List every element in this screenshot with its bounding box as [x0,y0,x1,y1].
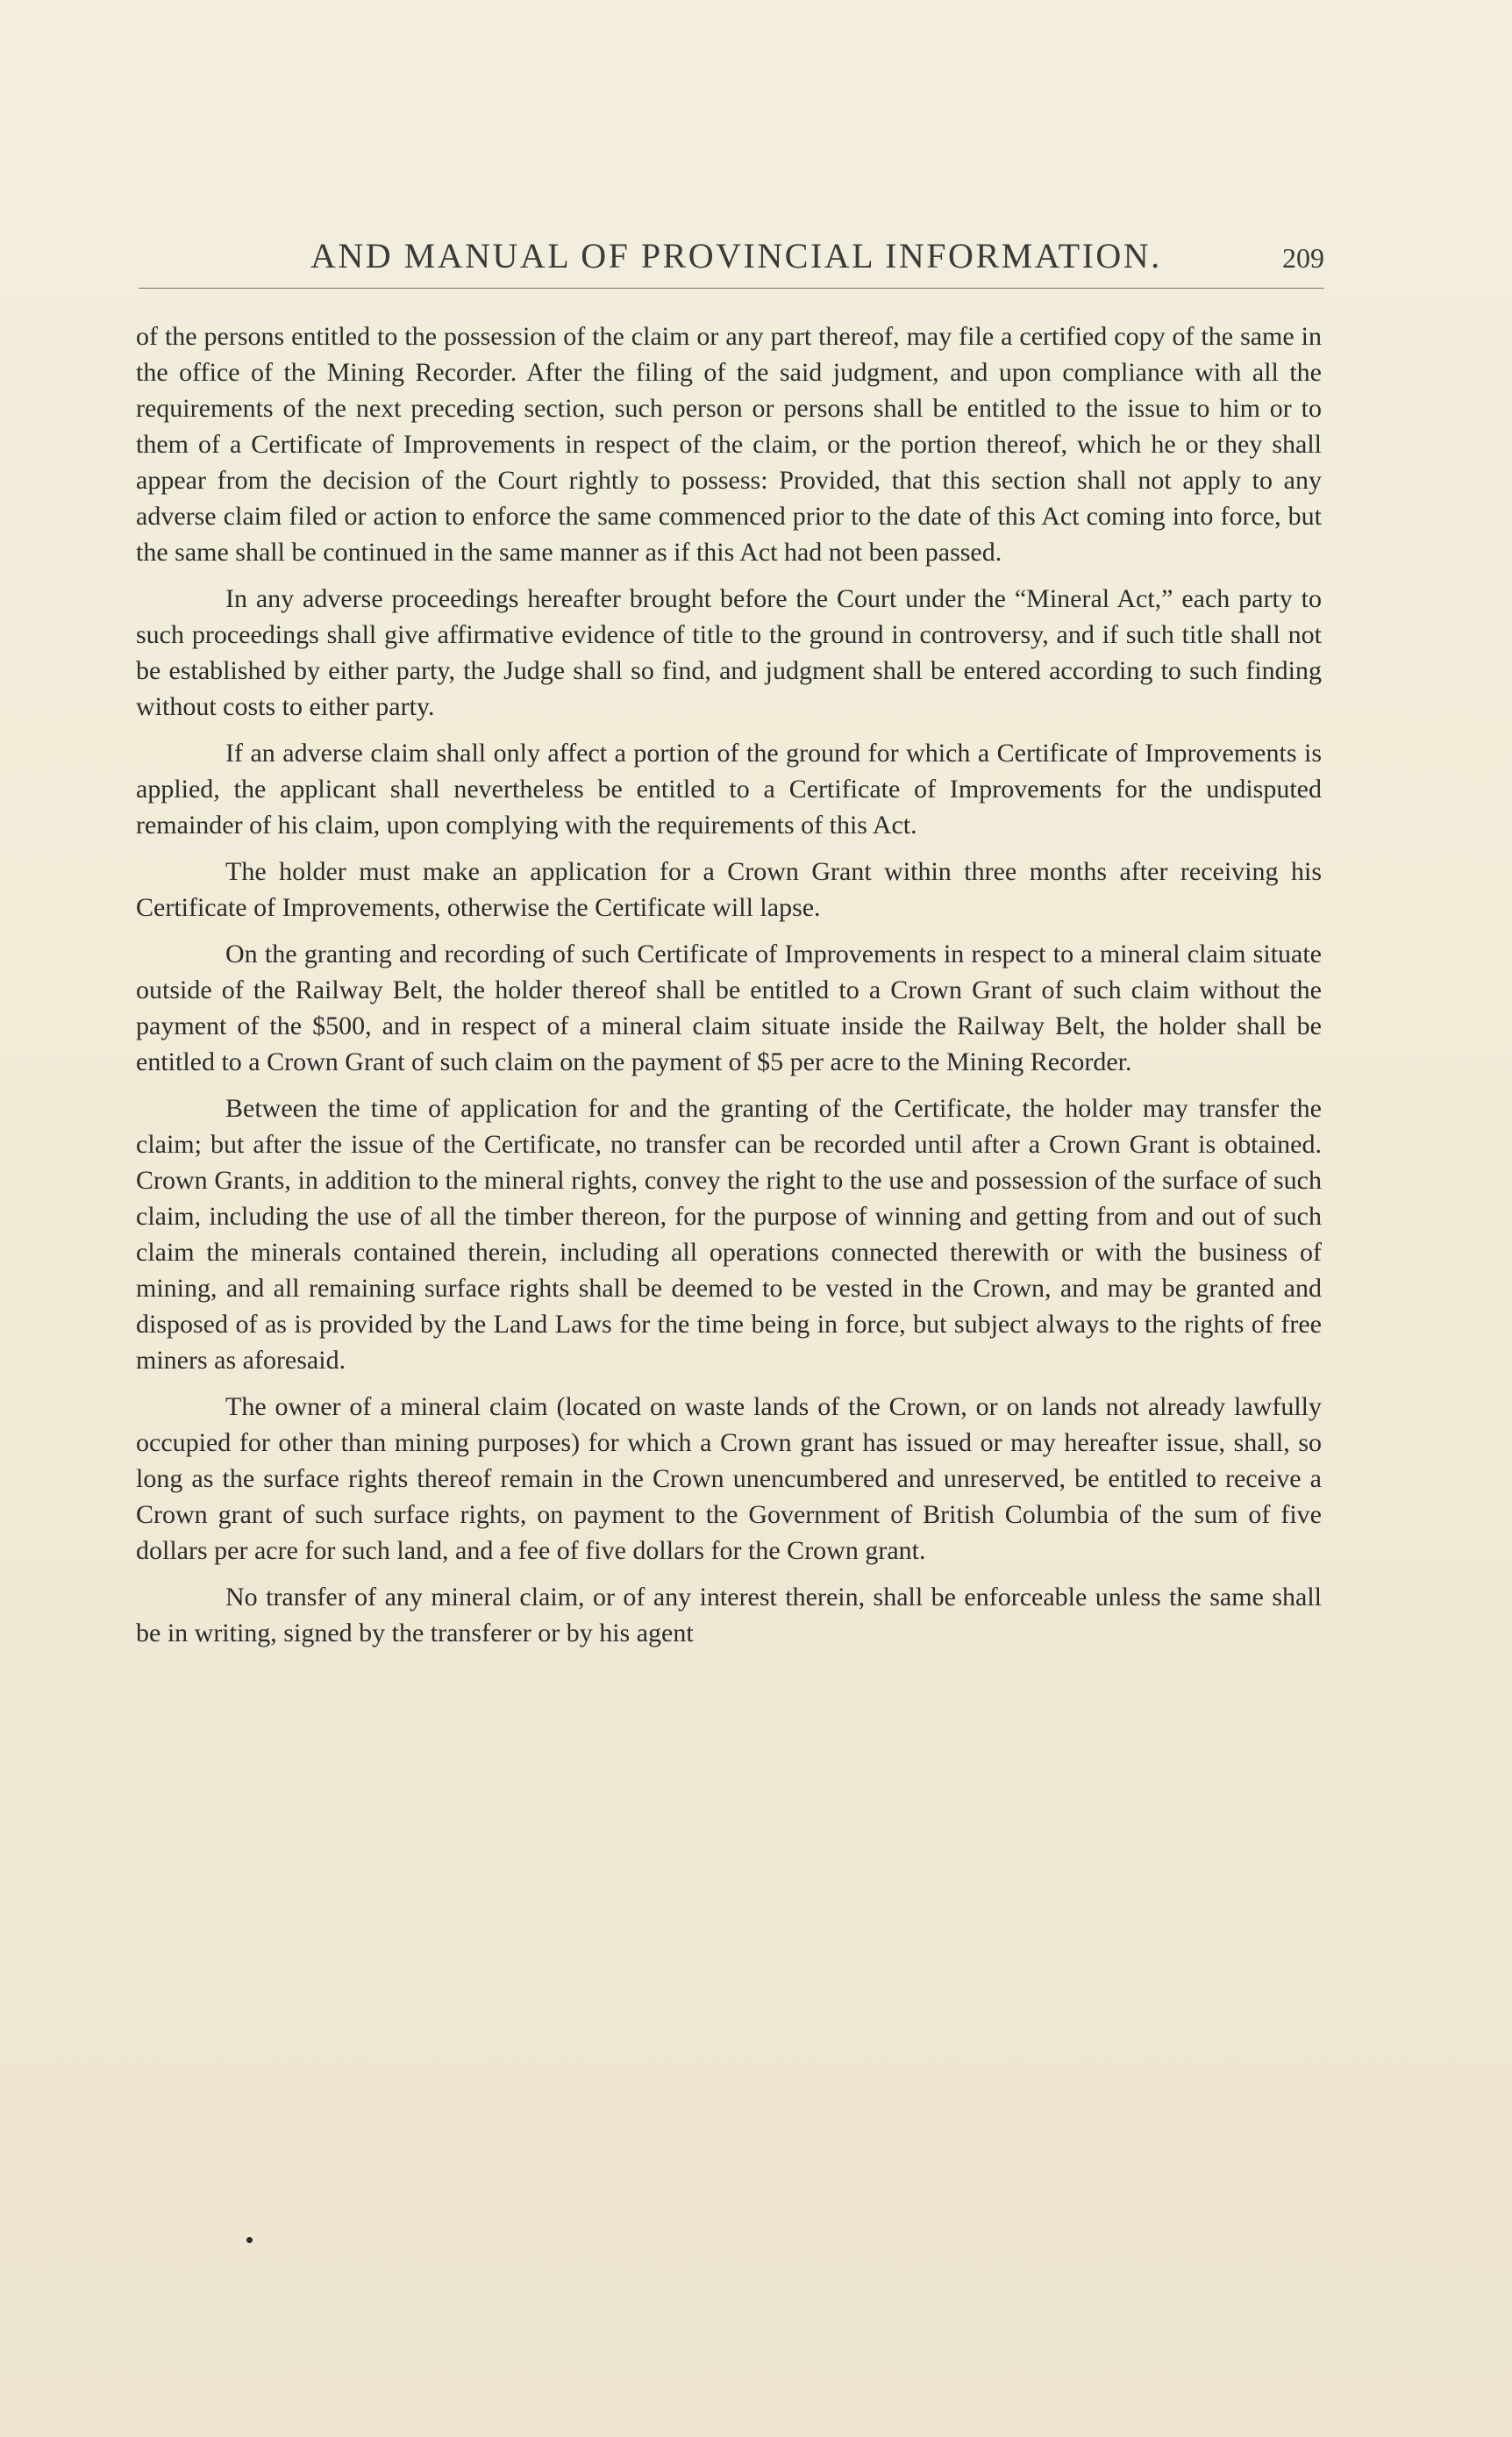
paragraph: If an adverse claim shall only affect a portion of the ground for which a Certificate of Improvements is applied, the applicant shall nevertheless be entitled to a Certificate of Improvements for the undisputed remainder of his claim, upon complying with the requirements of this Act. [136,739,1322,840]
ink-speck [246,2237,253,2243]
paragraph: The holder must make an application for a Crown Grant within three months after receiving his Certificate of Improvements, otherwise the Certificate will lapse. [136,857,1322,922]
paragraph: On the granting and recording of such Certificate of Improvements in respect to a mineral claim situate outside of the Railway Belt, the holder thereof shall be entitled to a Crown Grant of such claim without the payment of the $500, and in respect of a mineral claim situate inside the Railway Belt, the holder shall be entitled to a Crown Grant of such claim on the payment of $5 per acre to the Mining Recorder. [136,940,1322,1076]
paragraph: Between the time of application for and the granting of the Certificate, the holder may transfer the claim; but after the issue of the Certificate, no transfer can be recorded until after a Crown Grant is obtained. Crown Grants, in addition to the mineral rights, convey the right to the use and possession of the surface of such claim, including the use of all the timber thereon, for the purpose of winning and getting from and out of such claim the minerals contained therein, including all operations connected therewith or with the business of mining, and all remaining surface rights shall be deemed to be vested in the Crown, and may be granted and disposed of as is provided by the Land Laws for the time being in force, but subject always to the rights of free miners as aforesaid. [136,1094,1322,1375]
body-text [136,318,1322,1662]
page-number: 209 [1282,242,1324,274]
page-header [139,235,1324,288]
paragraph: The owner of a mineral claim (located on waste lands of the Crown, or on lands not already lawfully occupied for other than mining purposes) for which a Crown grant has issued or may hereafter issue, shall, so long as the surface rights thereof remain in the Crown unencumbered and unreserved, be entitled to receive a Crown grant of such surface rights, on payment to the Government of British Columbia of the sum of five dollars per acre for such land, and a fee of five dollars for the Crown grant. [136,1392,1322,1565]
running-head-title: AND MANUAL OF PROVINCIAL INFORMATION. [310,236,1162,275]
paragraph: In any adverse proceedings hereafter brought before the Court under the “Mineral Act,” each party to such proceedings shall give affirmative evidence of title to the ground in controversy, and if such title shall not be established by either party, the Judge shall so find, and judgment shall be entered according to such finding without costs to either party. [136,584,1322,721]
paragraph-unfinished: No transfer of any mineral claim, or of any interest therein, shall be enforceable unless the same shall be in writing, signed by the transferer or by his agent [136,1583,1322,1647]
header-rule [139,288,1324,289]
paragraph-continued: of the persons entitled to the possession of the claim or any part thereof, may file a certified copy of the same in the office of the Mining Recorder. After the filing of the said judgment, and upon compliance with all the requirements of the next preceding section, such person or persons shall be entitled to the issue to him or to them of a Certificate of Improvements in respect of the claim, or the portion thereof, which he or they shall appear from the decision of the Court rightly to possess: Provided, that this section shall not apply to any adverse claim filed or action to enforce the same commenced prior to the date of this Act coming into force, but the same shall be continued in the same manner as if this Act had not been passed. [136,322,1322,567]
